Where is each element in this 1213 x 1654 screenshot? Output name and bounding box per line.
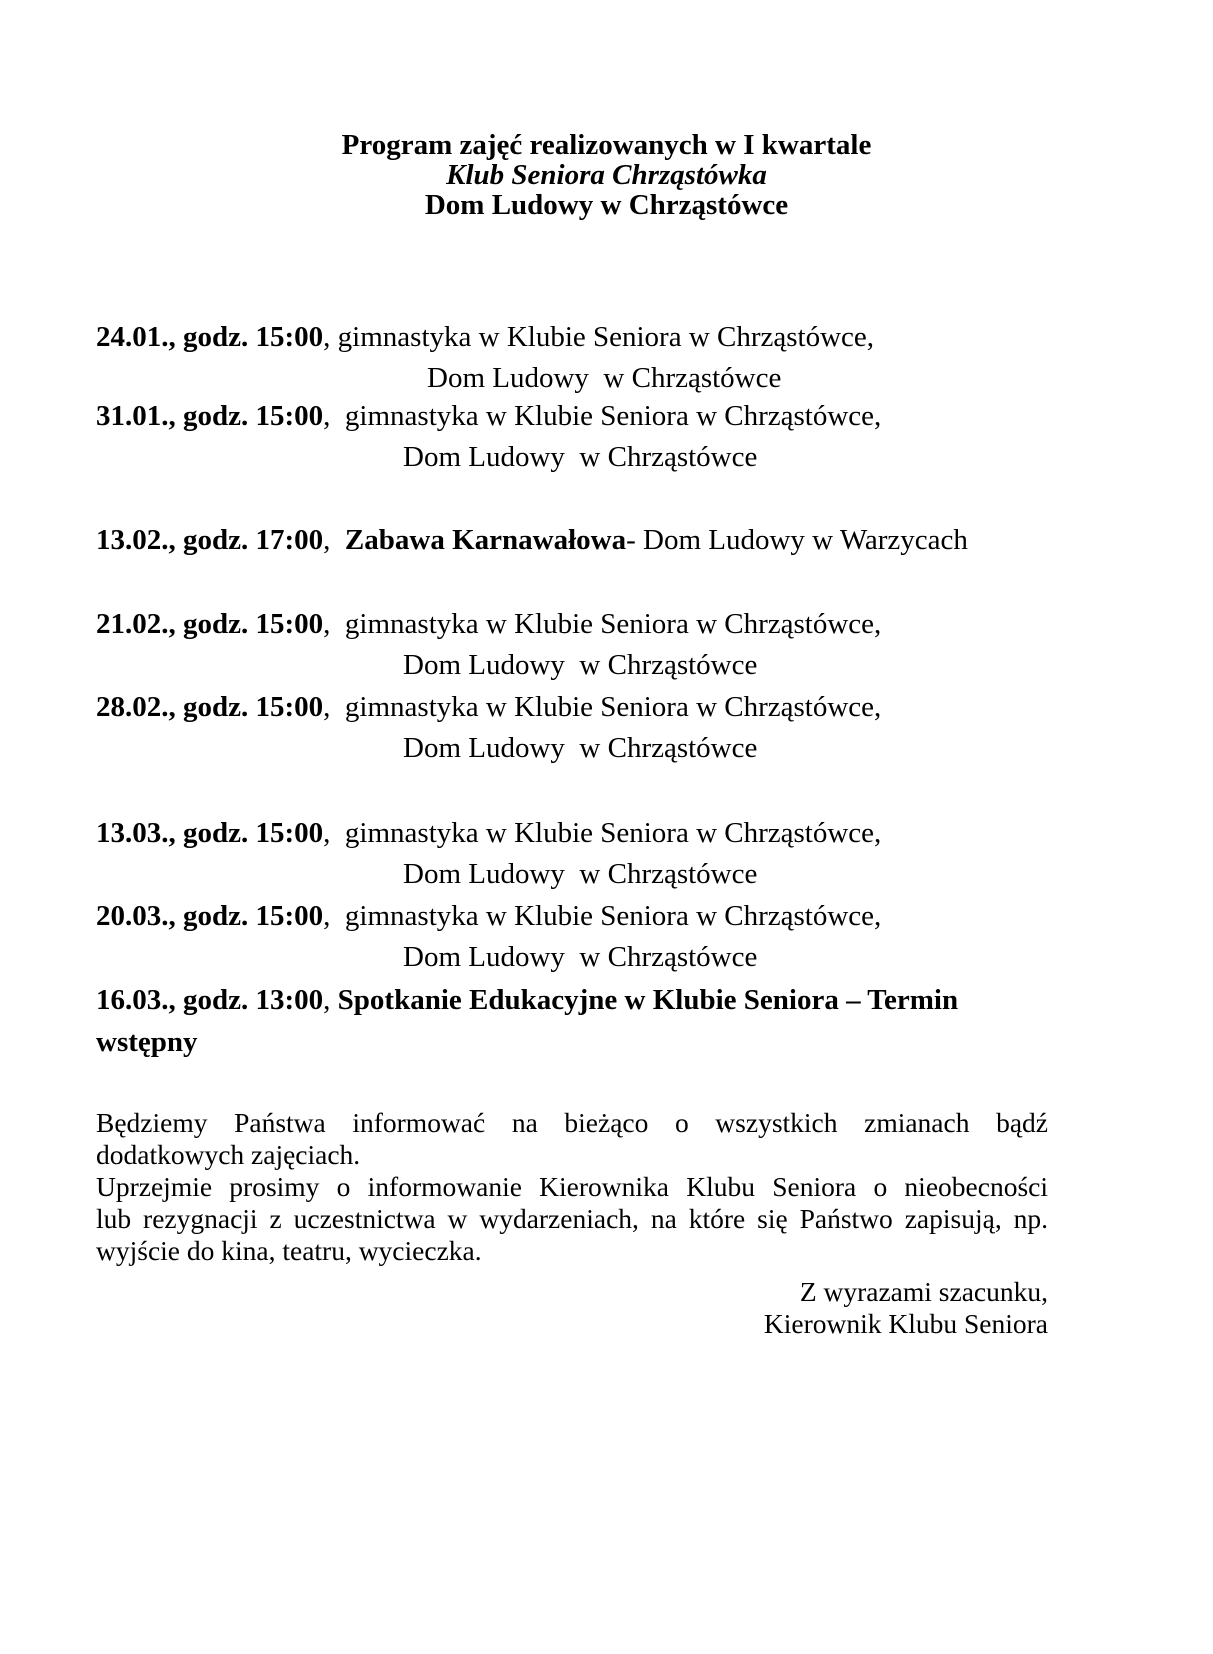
entry-activity-highlight: Zabawa Karnawałowa <box>344 524 627 556</box>
entry-activity: gimnastyka w Klubie Seniora w Chrząstówce, <box>344 900 882 932</box>
entry-activity: gimnastyka w Klubie Seniora w Chrząstówce, <box>344 400 882 432</box>
schedule-entry <box>96 686 881 728</box>
title-block <box>0 130 1213 220</box>
entry-datetime: 28.02., godz. 15:00 <box>96 691 324 723</box>
entry-datetime: 20.03., godz. 15:00 <box>96 900 324 932</box>
entry-separator: , <box>323 321 338 353</box>
entry-location: Dom Ludowy w Chrząstówce <box>427 362 782 394</box>
entry-activity-continuation: wstępny <box>96 1026 198 1058</box>
entry-datetime: 24.01., godz. 15:00 <box>96 321 324 353</box>
entry-separator: , <box>323 984 338 1016</box>
notice-line: lub rezygnacji z uczestnictwa w wydarzeniach, na które się Państwo zapisują, np. <box>96 1203 1048 1234</box>
entry-activity: gimnastyka w Klubie Seniora w Chrząstówce, <box>344 691 882 723</box>
entry-separator: , <box>323 691 345 723</box>
entry-location: Dom Ludowy w Chrząstówce <box>403 649 758 681</box>
entry-separator: , <box>323 608 345 640</box>
entry-activity: gimnastyka w Klubie Seniora w Chrząstówce, <box>337 321 875 353</box>
notice-line: Będziemy Państwa informować na bieżąco o wszystkich zmianach bądź <box>96 1107 1048 1138</box>
notice-line: dodatkowych zajęciach. <box>96 1139 361 1170</box>
notice-line: wyjście do kina, teatru, wycieczka. <box>96 1235 482 1266</box>
entry-datetime: 21.02., godz. 15:00 <box>96 608 324 640</box>
entry-activity: gimnastyka w Klubie Seniora w Chrząstówce, <box>344 608 882 640</box>
entry-activity: - Dom Ludowy w Warzycach <box>626 524 968 556</box>
entry-separator: , <box>323 817 345 849</box>
entry-location: Dom Ludowy w Chrząstówce <box>403 732 758 764</box>
schedule-entry <box>96 895 881 937</box>
schedule-entry <box>96 519 968 561</box>
entry-datetime: 13.02., godz. 17:00 <box>96 524 324 556</box>
closing-greeting: Z wyrazami szacunku, <box>799 1276 1048 1307</box>
document-title: Program zajęć realizowanych w I kwartale <box>341 129 872 161</box>
entry-location: Dom Ludowy w Chrząstówce <box>403 858 758 890</box>
entry-location: Dom Ludowy w Chrząstówce <box>403 441 758 473</box>
entry-datetime: 16.03., godz. 13:00 <box>96 984 324 1016</box>
entry-datetime: 13.03., godz. 15:00 <box>96 817 324 849</box>
schedule-entry <box>96 316 874 358</box>
schedule-entry <box>96 603 881 645</box>
notice-text <box>96 1107 1048 1267</box>
schedule-entry <box>96 395 881 437</box>
entry-location: Dom Ludowy w Chrząstówce <box>403 941 758 973</box>
venue-name: Dom Ludowy w Chrząstówce <box>424 189 789 221</box>
closing-signatory: Kierownik Klubu Seniora <box>763 1308 1048 1339</box>
closing-block <box>764 1276 1048 1340</box>
entry-datetime: 31.01., godz. 15:00 <box>96 400 324 432</box>
club-name: Klub Seniora Chrząstówka <box>446 159 767 191</box>
entry-activity-highlight: Spotkanie Edukacyjne w Klubie Seniora – Termin <box>337 984 959 1016</box>
entry-separator: , <box>323 524 345 556</box>
entry-activity: gimnastyka w Klubie Seniora w Chrząstówce, <box>344 817 882 849</box>
schedule-entry <box>96 812 881 854</box>
schedule-entry <box>96 979 958 1021</box>
notice-line: Uprzejmie prosimy o informowanie Kierownika Klubu Seniora o nieobecności <box>96 1171 1048 1202</box>
entry-separator: , <box>323 900 345 932</box>
entry-separator: , <box>323 400 345 432</box>
